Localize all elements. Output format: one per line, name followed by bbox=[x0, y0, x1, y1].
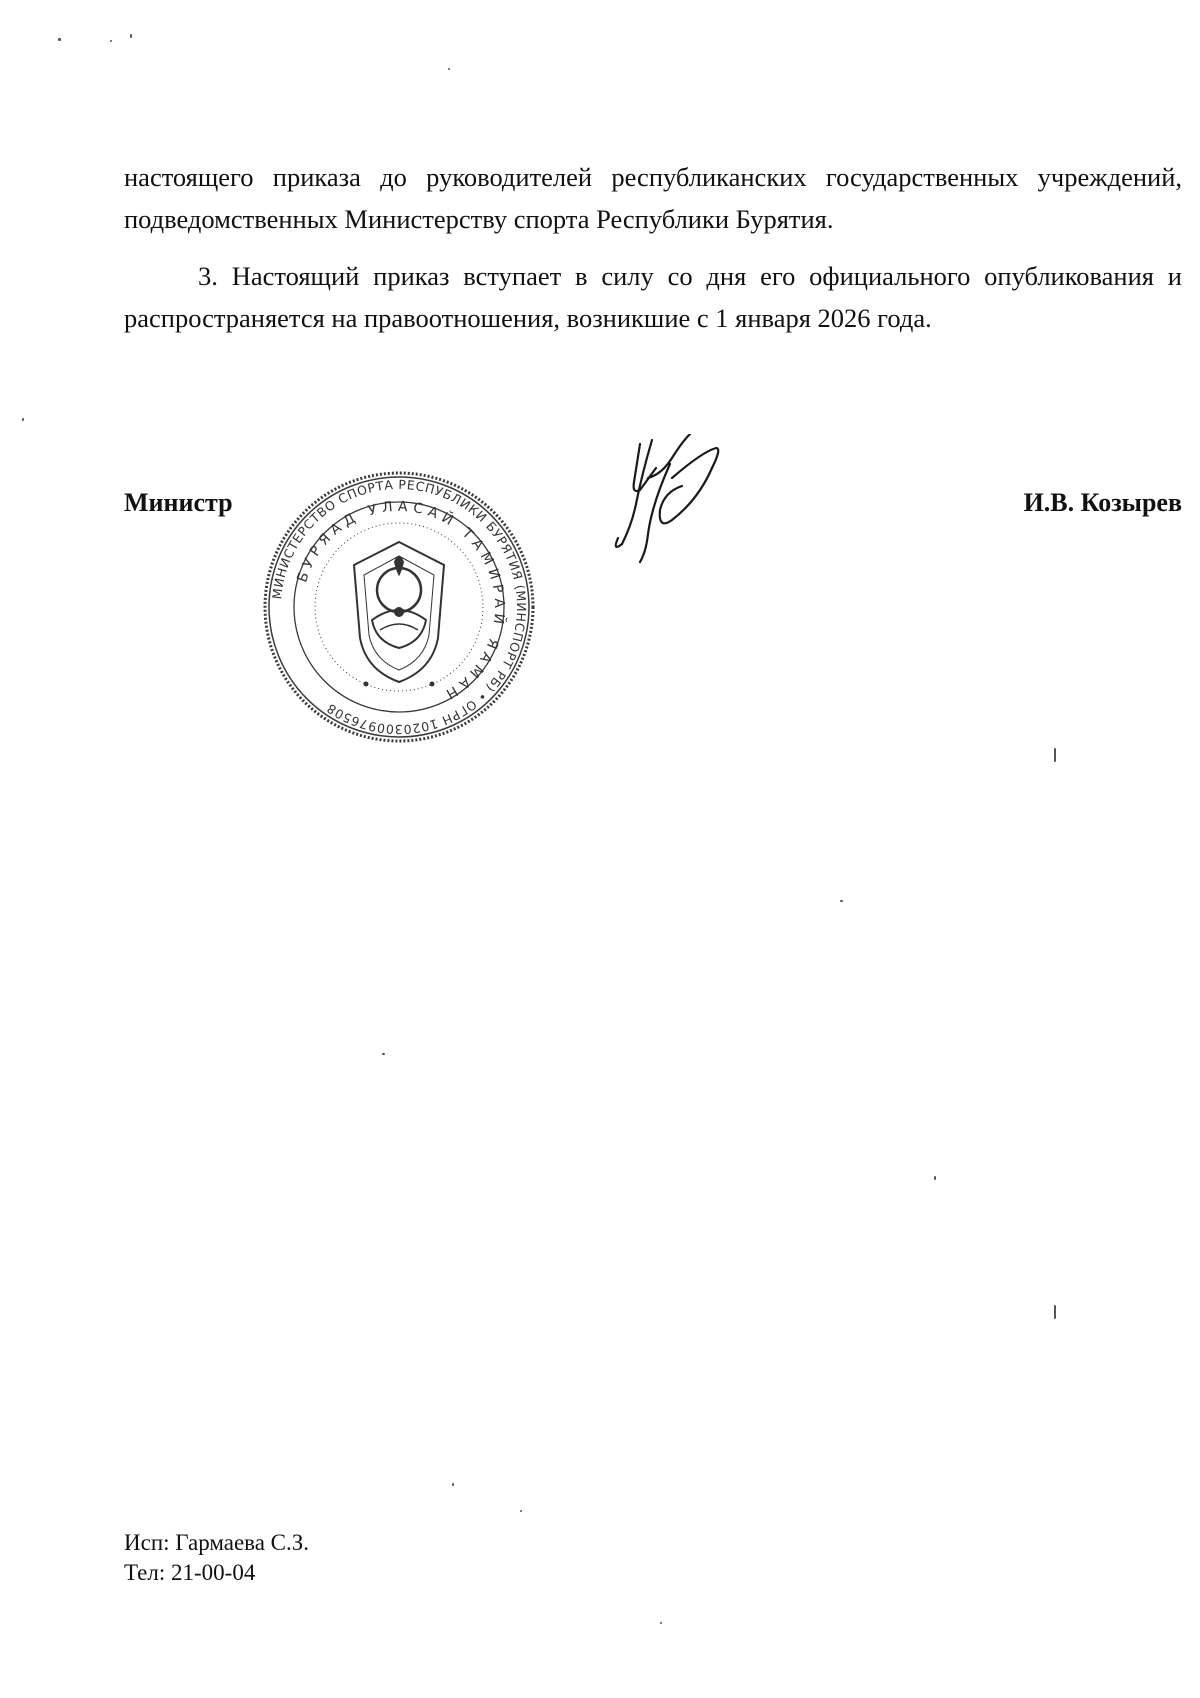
svg-text:МИНИСТЕРСТВО СПОРТА РЕСПУБЛИКИ bbox=[269, 477, 529, 737]
scan-speck bbox=[1054, 748, 1056, 762]
signer-name: И.В. Козырев bbox=[1023, 488, 1182, 517]
handwritten-signature bbox=[612, 434, 742, 564]
scan-speck bbox=[58, 38, 61, 41]
scan-speck bbox=[520, 1510, 522, 1512]
signer-role: Министр bbox=[124, 488, 233, 517]
official-stamp-seal bbox=[262, 470, 536, 744]
scan-speck bbox=[130, 34, 132, 38]
stamp-inner-text: БУРЯАД УЛАСАЙ ТАМИРАЙ ЯАМАН bbox=[294, 498, 508, 705]
paragraph-item-3: 3. Настоящий приказ вступает в силу со дня его официального опубликования и распространяется на правоотношения, возникшие с 1 января 2026 года. bbox=[124, 261, 1182, 333]
scan-speck bbox=[22, 418, 24, 421]
paragraph-continuation: настоящего приказа до руководителей республиканских государственных учреждений, подведомственных Министерству спорта Республики Бурятия. bbox=[124, 162, 1182, 234]
scan-speck bbox=[840, 900, 843, 902]
scan-speck bbox=[1054, 1305, 1056, 1319]
executor-line: Исп: Гармаева С.З. bbox=[124, 1530, 310, 1555]
phone-line: Тел: 21-00-04 bbox=[124, 1560, 256, 1585]
document-footer bbox=[124, 1528, 309, 1588]
stamp-outer-text: МИНИСТЕРСТВО СПОРТА РЕСПУБЛИКИ БУРЯТИЯ (МИНСПОРТ РБ) • ОГРН 1020300976508 bbox=[269, 476, 530, 738]
coat-of-arms-icon bbox=[354, 542, 444, 682]
scan-speck bbox=[452, 1483, 454, 1486]
scan-speck bbox=[934, 1176, 936, 1180]
svg-text:БУРЯАД УЛАСАЙ ТАМИРАЙ ЯАМАН bbox=[294, 499, 509, 704]
scan-speck bbox=[382, 1053, 385, 1055]
scan-speck bbox=[110, 40, 112, 42]
scan-speck bbox=[660, 1622, 662, 1624]
scan-speck bbox=[448, 68, 450, 70]
